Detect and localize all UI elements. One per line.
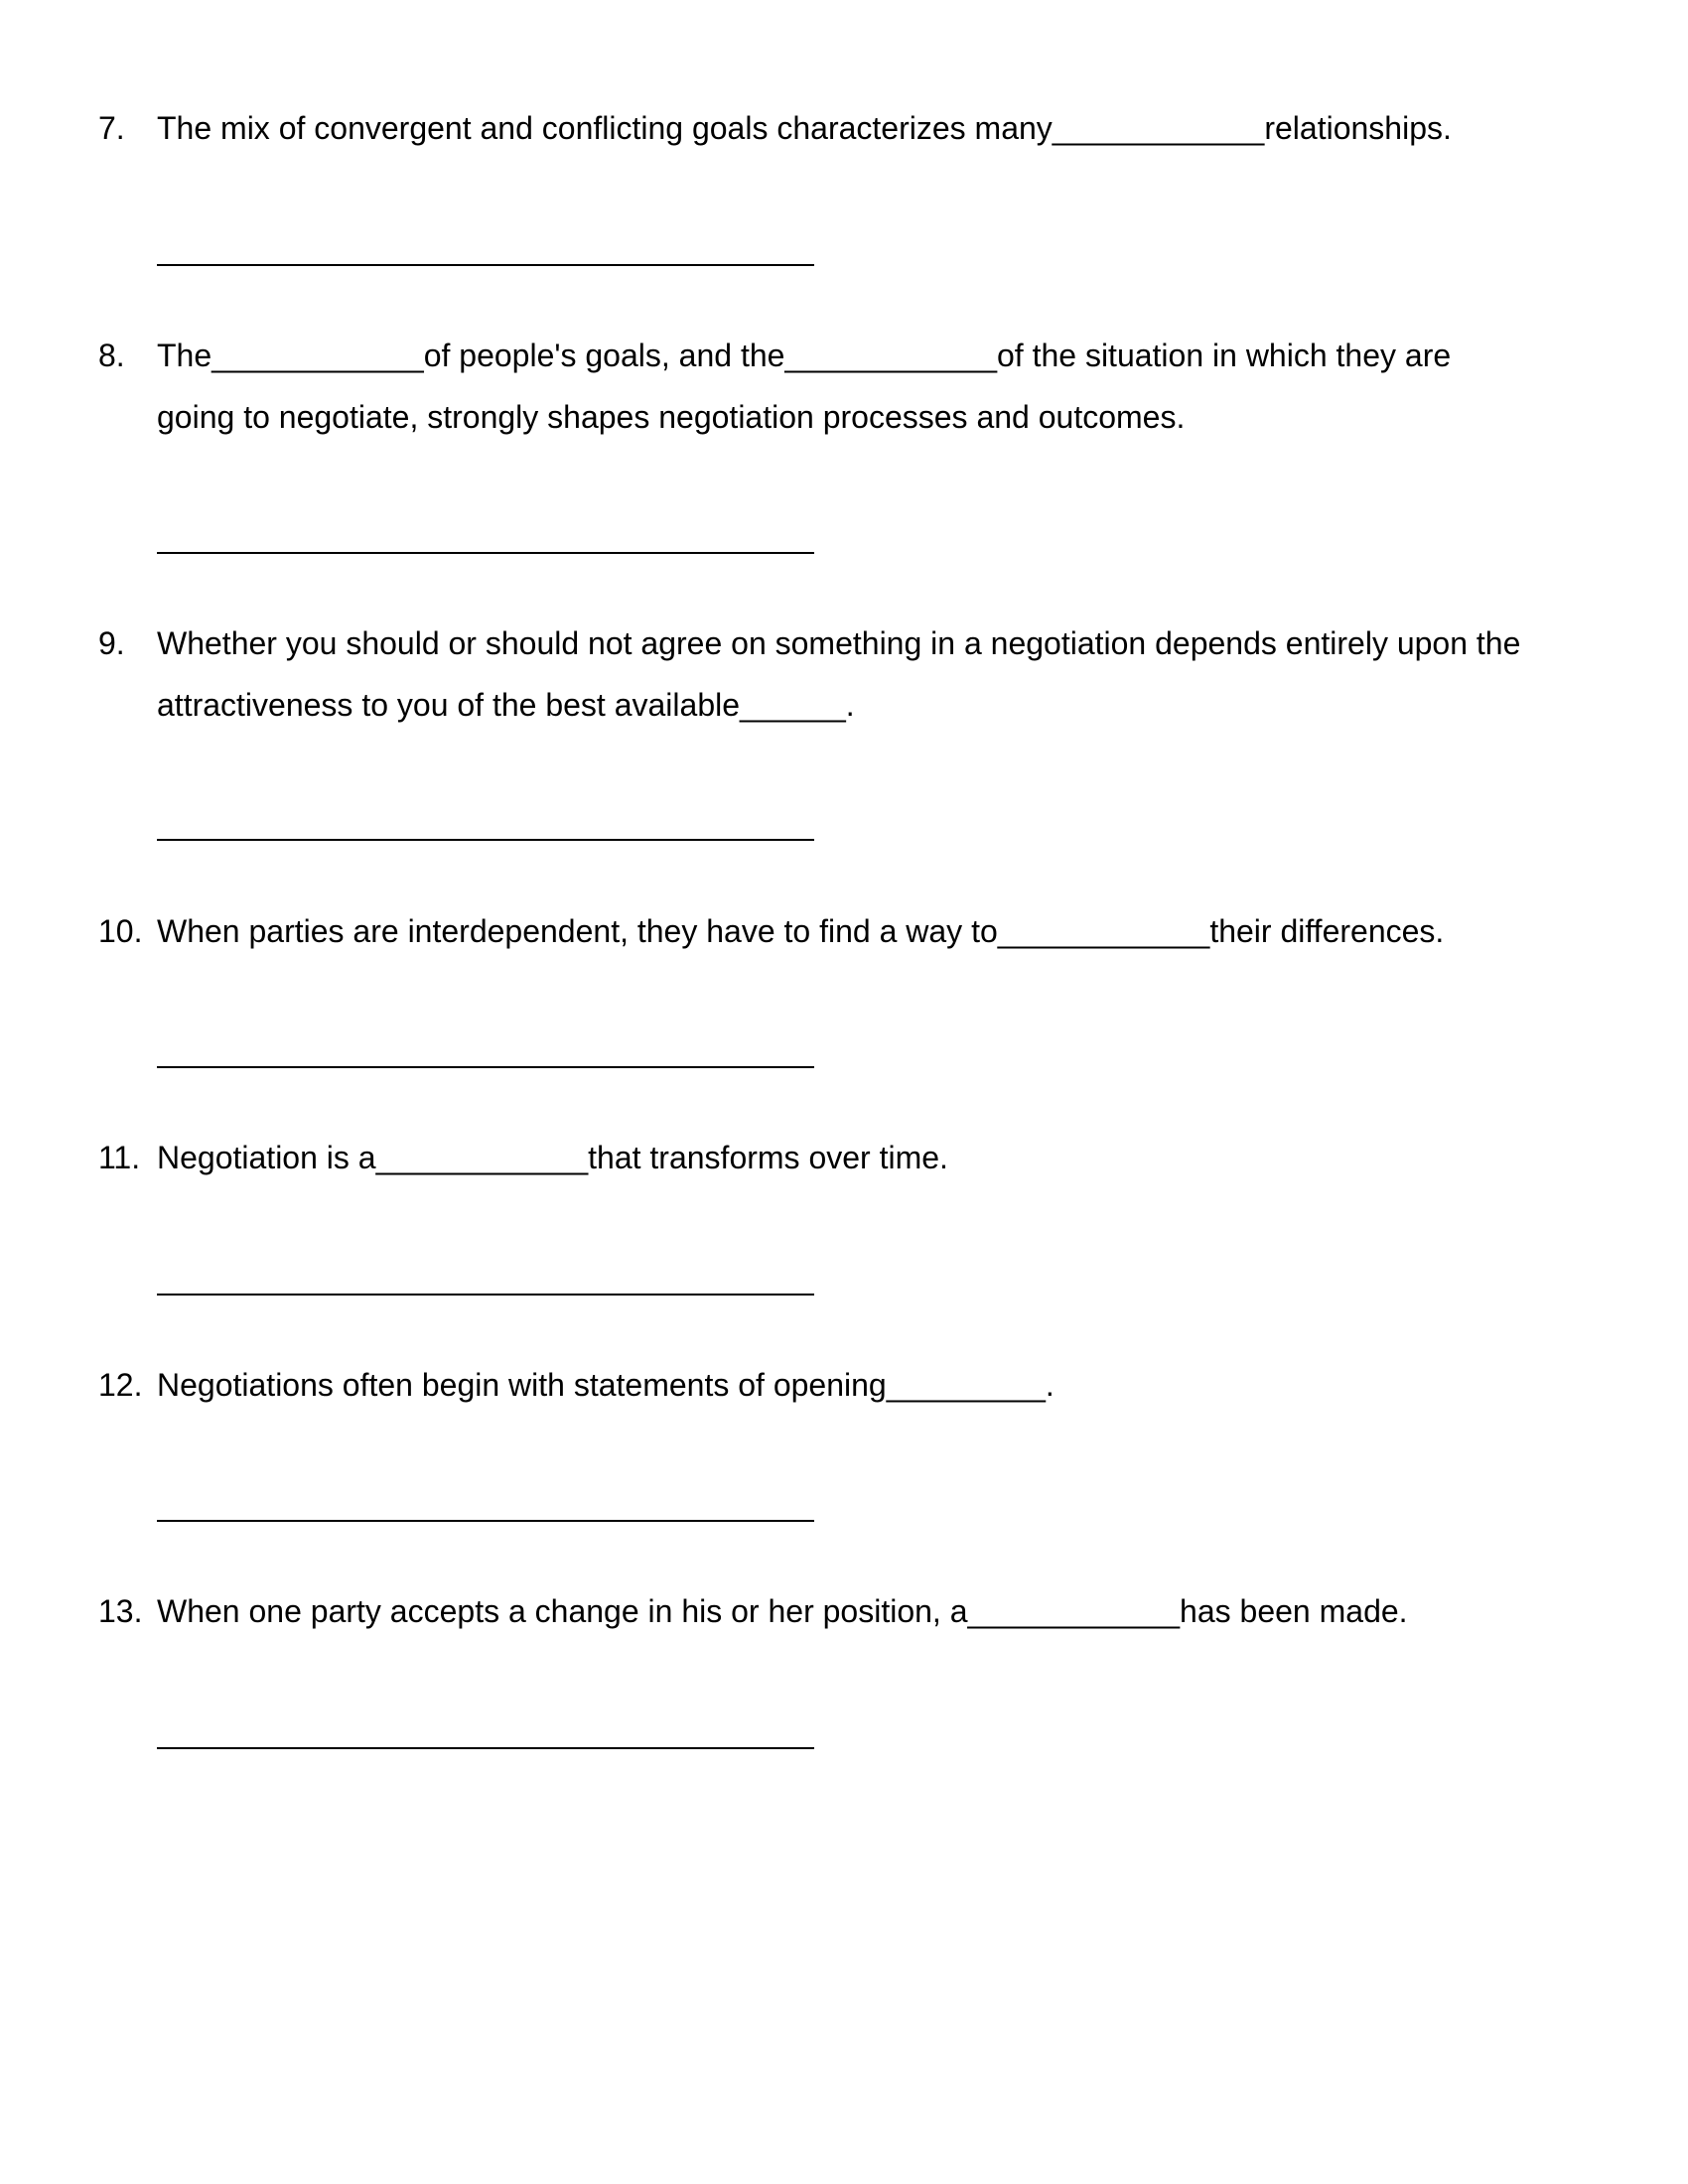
answer-line-9[interactable] [157,839,814,841]
question-number: 10. [98,913,143,949]
question-text [157,1354,1055,1416]
question-number: 13. [98,1593,143,1629]
question-number: 8. [98,338,125,373]
question-line: attractiveness to you of the best available______. [157,687,855,723]
question-text [157,900,1444,962]
answer-line-13[interactable] [157,1747,814,1749]
question-line: going to negotiate, strongly shapes negotiation processes and outcomes. [157,399,1186,435]
question-line: Whether you should or should not agree on something in a negotiation depends entirely upon the [157,625,1521,661]
question-number: 7. [98,110,125,146]
answer-line-10[interactable] [157,1066,814,1068]
question-text [157,97,1452,159]
question-text [157,613,1520,736]
question-text [157,1580,1408,1642]
answer-line-12[interactable] [157,1520,814,1522]
question-text [157,1127,948,1188]
answer-line-7[interactable] [157,264,814,266]
question-number: 12. [98,1367,143,1403]
answer-line-8[interactable] [157,552,814,554]
question-number: 11. [98,1140,141,1175]
question-number: 9. [98,625,125,661]
question-line: Negotiation is a____________that transforms over time. [157,1140,948,1175]
question-line: Negotiations often begin with statements of opening_________. [157,1367,1055,1403]
question-line: When one party accepts a change in his or her position, a____________has been made. [157,1593,1408,1629]
question-line: The____________of people's goals, and the____________of the situation in which they are [157,338,1452,373]
question-text [157,325,1451,448]
question-line: When parties are interdependent, they have to find a way to____________their differences. [157,913,1445,949]
answer-line-11[interactable] [157,1294,814,1296]
question-line: The mix of convergent and conflicting goals characterizes many____________relationships. [157,110,1452,146]
